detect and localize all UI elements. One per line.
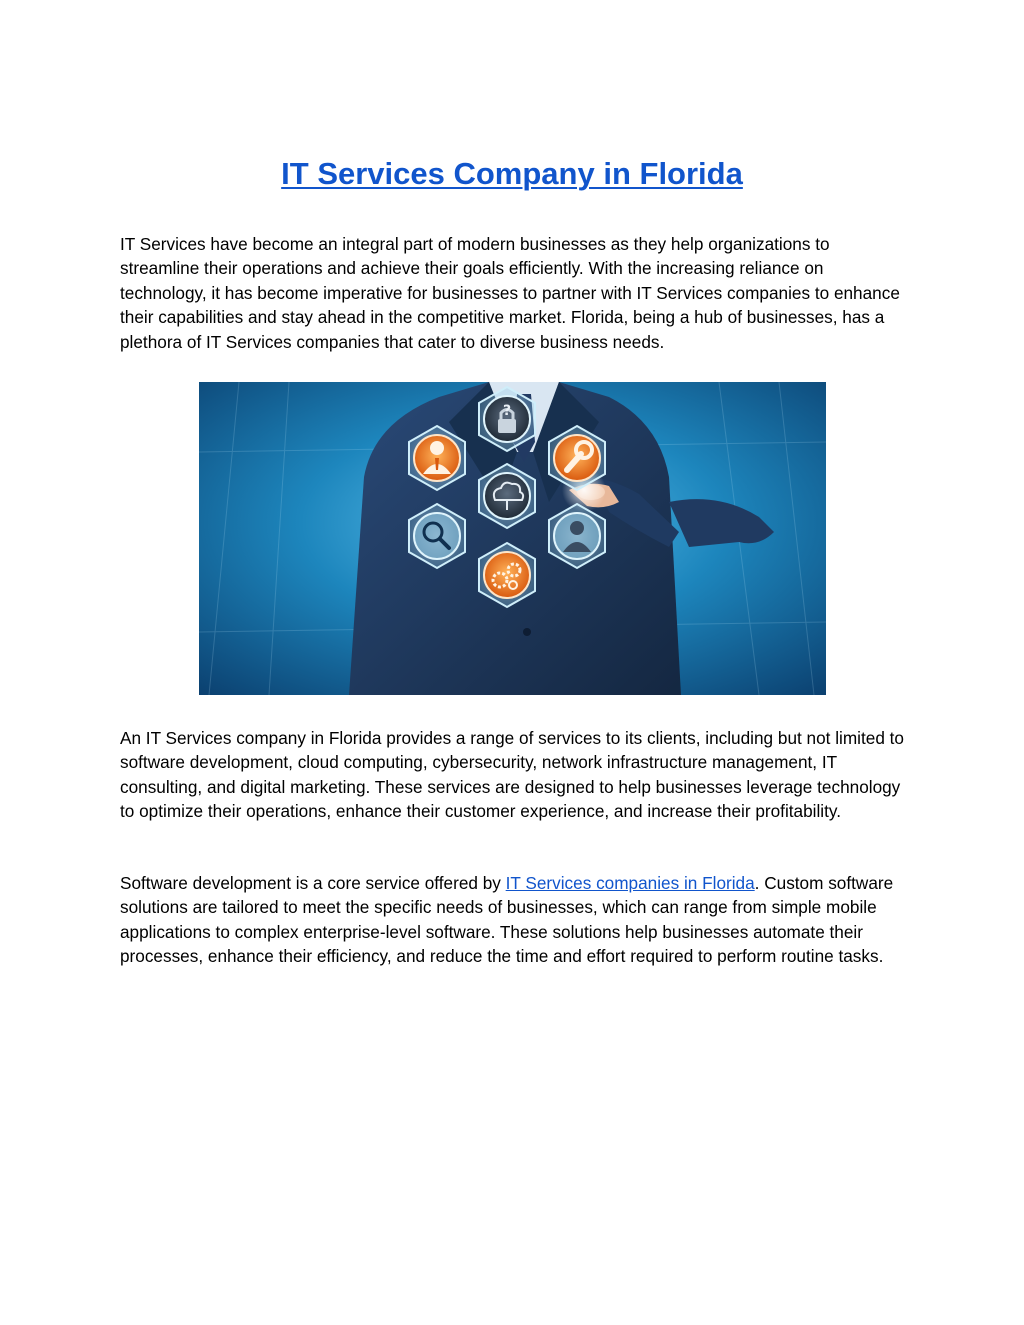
services-paragraph: An IT Services company in Florida provides a range of services to its clients, including but not limited to software development, cloud computing, cybersecurity, network infrastructure management, IT consulting, and digital marketing. These services are designed to help businesses leverage technology to optimize their operations, enhance their customer experience, and increase their profitability. <box>120 728 904 822</box>
paragraph3-text-before: Software development is a core service offered by <box>120 873 506 893</box>
software-development-paragraph <box>120 871 905 969</box>
title-link[interactable]: IT Services Company in Florida <box>281 156 743 191</box>
it-services-photo <box>199 382 826 695</box>
it-services-companies-link[interactable]: IT Services companies in Florida <box>505 873 755 893</box>
intro-paragraph: IT Services have become an integral part of modern businesses as they help organizations to streamline their operations and achieve their goals efficiently. With the increasing reliance on technology, it has become imperative for businesses to partner with IT Services companies to enhance their capabilities and stay ahead in the competitive market. Florida, being a hub of businesses, has a plethora of IT Services companies that cater to diverse business needs. <box>120 234 900 352</box>
svg-text:?: ? <box>502 403 512 419</box>
page-title <box>0 152 1024 196</box>
paragraph3-text-after: . Custom software solutions are tailored to meet the specific needs of businesses, which can range from simple mobile applications to complex enterprise-level software. These solutions help businesses automate their processes, enhance their efficiency, and reduce the time and effort required to perform routine tasks. <box>120 873 894 967</box>
